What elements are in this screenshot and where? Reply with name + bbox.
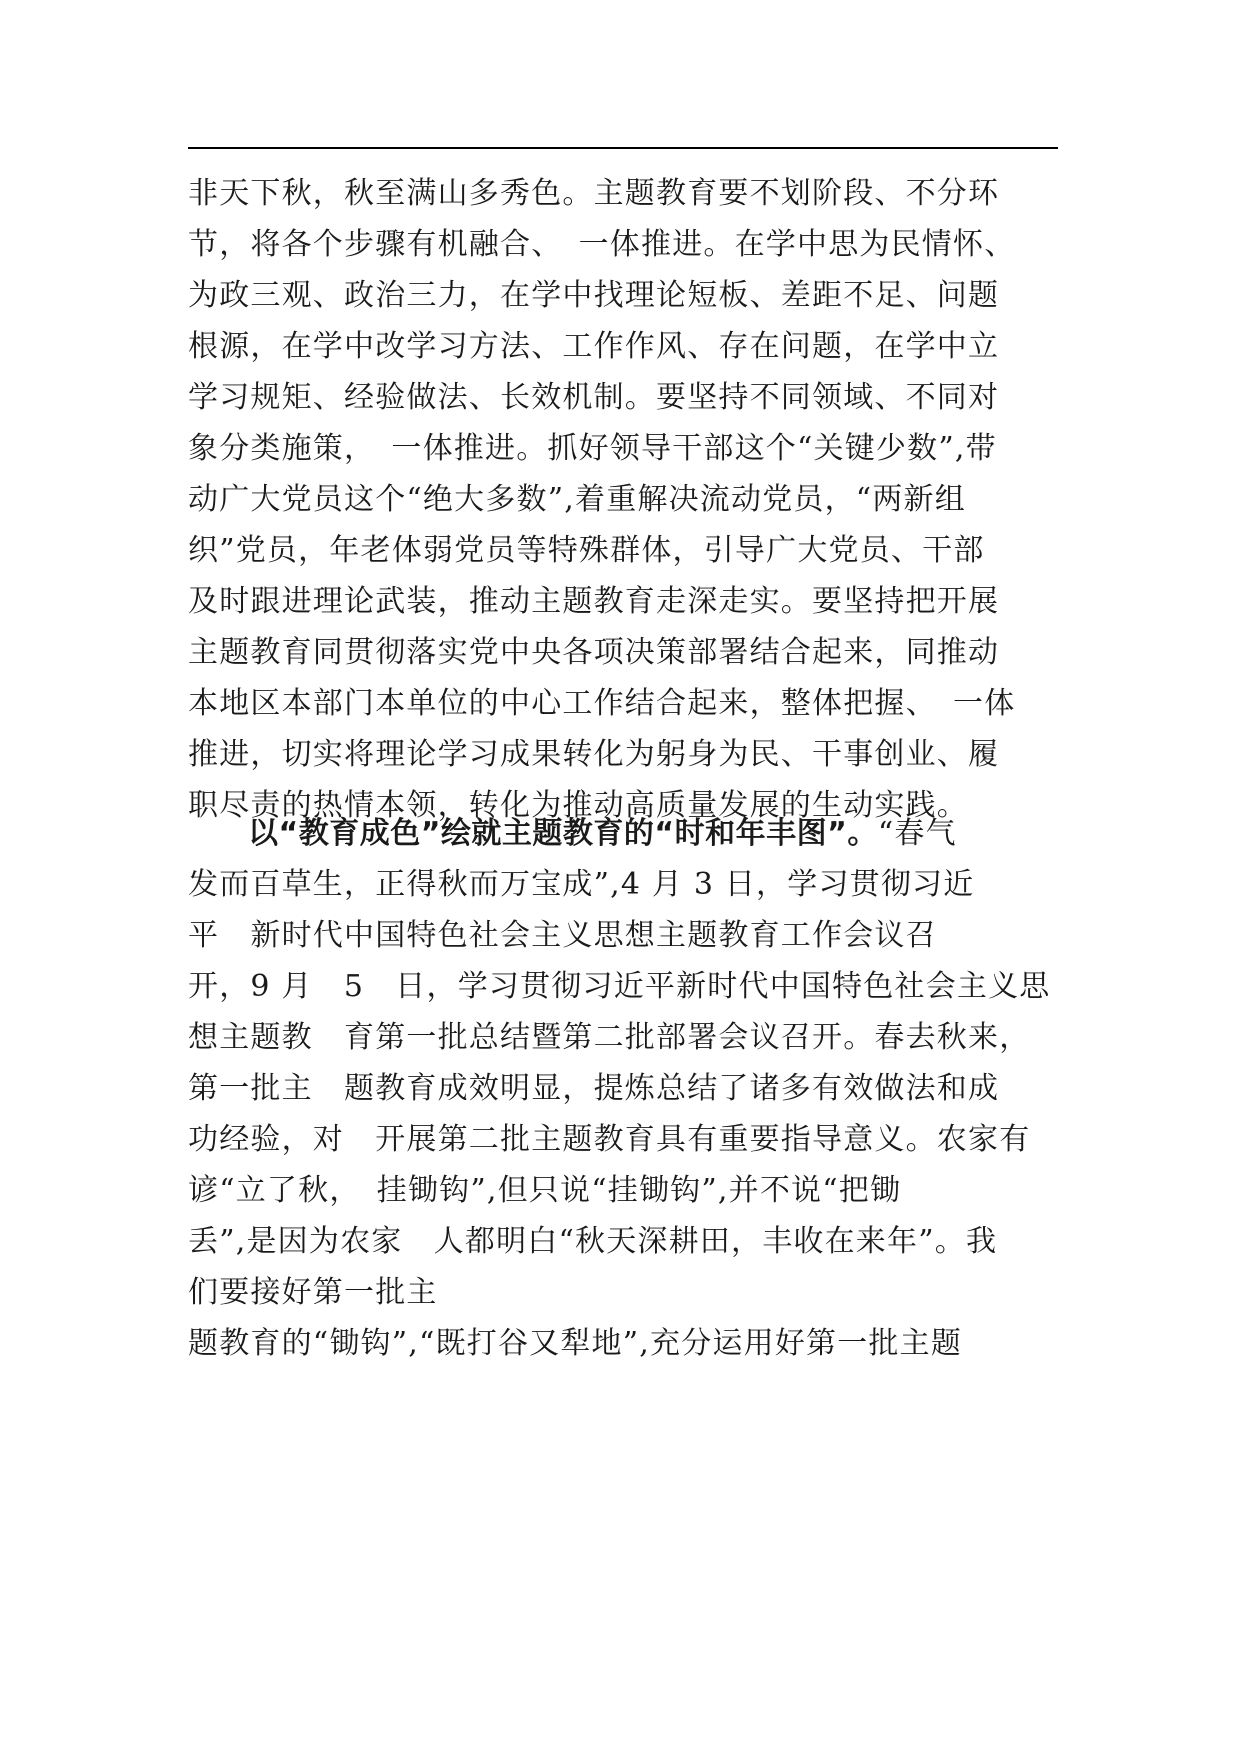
paragraph-2 bbox=[188, 808, 1068, 1369]
text-line: 开，9 月 5 日，学习贯彻习近平新时代中国特色社会主义思 bbox=[188, 969, 1051, 1004]
text-line: 想主题教 育第一批总结暨第二批部署会议召开。春去秋来， bbox=[188, 1020, 1031, 1055]
text-line: 象分类施策， 一体推进。抓好领导干部这个“关键少数”,带 bbox=[188, 431, 997, 466]
text-line: 平 新时代中国特色社会主义思想主题教育工作会议召 bbox=[188, 918, 937, 953]
text-line: 动广大党员这个“绝大多数”,着重解决流动党员，“两新组 bbox=[188, 482, 966, 517]
text-line: 丢”,是因为农家 人都明白“秋天深耕田，丰收在来年”。我 bbox=[188, 1224, 998, 1259]
text-fragment: “春气 bbox=[877, 816, 957, 851]
text-line: 非天下秋，秋至满山多秀色。主题教育要不划阶段、不分环 bbox=[188, 176, 1000, 211]
paragraph-1 bbox=[188, 168, 1068, 831]
text-line: 根源，在学中改学习方法、工作作风、存在问题，在学中立 bbox=[188, 329, 1000, 364]
paragraph-2-first-line bbox=[188, 808, 1068, 859]
text-line: 织”党员，年老体弱党员等特殊群体，引导广大党员、干部 bbox=[188, 533, 985, 568]
text-line: 们要接好第一批主 bbox=[188, 1275, 438, 1310]
text-line: 职尽责的热情本领，转化为推动高质量发展的生动实践。 bbox=[188, 788, 968, 823]
text-line: 及时跟进理论武装，推动主题教育走深走实。要坚持把开展 bbox=[188, 584, 1000, 619]
text-line: 本地区本部门本单位的中心工作结合起来，整体把握、 一体 bbox=[188, 686, 1016, 721]
text-line: 功经验，对 开展第二批主题教育具有重要指导意义。农家有 bbox=[188, 1122, 1031, 1157]
section-heading: 以“教育成色”绘就主题教育的“时和年丰图”。 bbox=[248, 816, 878, 851]
text-line: 为政三观、政治三力，在学中找理论短板、差距不足、问题 bbox=[188, 278, 1000, 313]
text-line: 题教育的“锄钩”,“既打谷又犁地”,充分运用好第一批主题 bbox=[188, 1326, 963, 1361]
text-line: 谚“立了秋， 挂锄钩”,但只说“挂锄钩”,并不说“把锄 bbox=[188, 1173, 902, 1208]
text-line: 推进，切实将理论学习成果转化为躬身为民、干事创业、履 bbox=[188, 737, 1000, 772]
text-line: 发而百草生，正得秋而万宝成”,4 月 3 日，学习贯彻习近 bbox=[188, 867, 975, 902]
header-rule bbox=[188, 147, 1058, 149]
text-line: 学习规矩、经验做法、长效机制。要坚持不同领域、不同对 bbox=[188, 380, 1000, 415]
text-line: 第一批主 题教育成效明显，提炼总结了诸多有效做法和成 bbox=[188, 1071, 1000, 1106]
text-line: 节，将各个步骤有机融合、 一体推进。在学中思为民情怀、 bbox=[188, 227, 1016, 262]
text-line: 主题教育同贯彻落实党中央各项决策部署结合起来，同推动 bbox=[188, 635, 1000, 670]
